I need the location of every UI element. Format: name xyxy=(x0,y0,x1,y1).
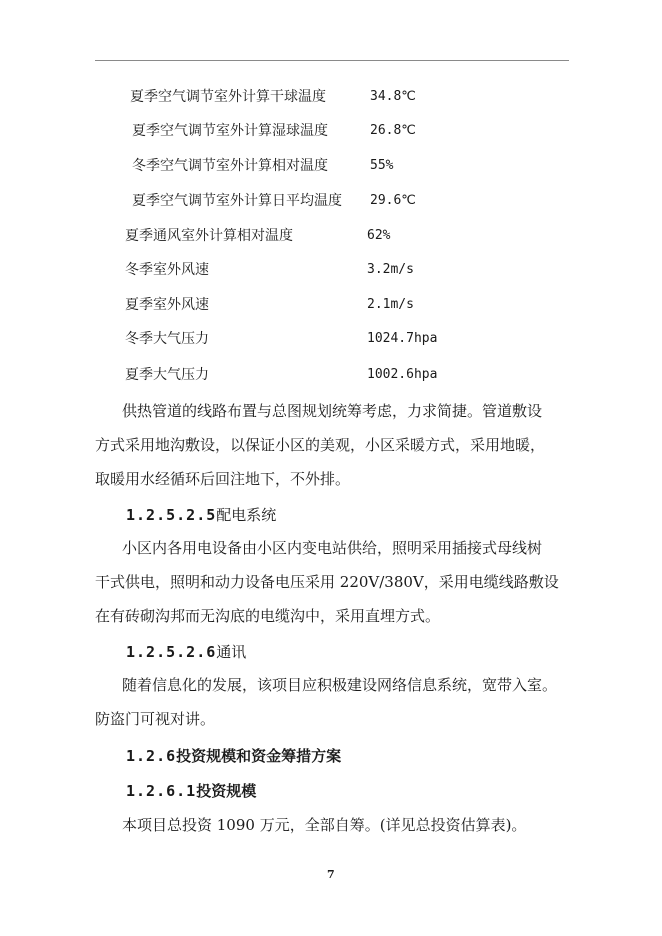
section-title: 投资规模和资金筹措方案 xyxy=(176,747,342,765)
paragraph-line: 取暖用水经循环后回注地下，不外排。 xyxy=(95,470,351,488)
paragraph-line: 小区内各用电设备由小区内变电站供给，照明采用插接式母线树 xyxy=(122,539,543,557)
scale-paragraph xyxy=(95,808,573,842)
page-number: 7 xyxy=(327,868,335,881)
param-value: 2.1m/s xyxy=(367,297,414,312)
param-value: 62% xyxy=(367,228,391,243)
section-title: 通讯 xyxy=(216,643,247,661)
param-value: 3.2m/s xyxy=(367,262,414,277)
param-value: 1002.6hpa xyxy=(367,367,438,382)
param-label: 夏季空气调节室外计算日平均温度 xyxy=(132,193,342,209)
param-label: 冬季空气调节室外计算相对温度 xyxy=(132,158,328,174)
section-heading-investment xyxy=(126,746,341,766)
comm-paragraph xyxy=(95,668,573,736)
param-label: 夏季室外风速 xyxy=(125,297,209,313)
heating-paragraph xyxy=(95,394,573,496)
param-value: 34.8℃ xyxy=(370,89,416,104)
paragraph-line: 方式采用地沟敷设，以保证小区的美观，小区采暖方式，采用地暖， xyxy=(95,436,546,454)
section-heading-comm xyxy=(126,642,246,662)
param-label: 夏季空气调节室外计算湿球温度 xyxy=(132,123,328,139)
paragraph-line: 防盗门可视对讲。 xyxy=(95,710,216,728)
paragraph-line: 干式供电，照明和动力设备电压采用 220V/380V，采用电缆线路敷设 xyxy=(95,573,559,591)
paragraph-line: 在有砖砌沟邦而无沟底的电缆沟中，采用直埋方式。 xyxy=(95,607,441,625)
param-label: 冬季室外风速 xyxy=(125,262,209,278)
param-label: 夏季空气调节室外计算干球温度 xyxy=(130,89,326,105)
power-paragraph xyxy=(95,531,573,633)
param-label: 冬季大气压力 xyxy=(125,331,209,347)
param-value: 29.6℃ xyxy=(370,193,416,208)
section-number: 1.2.5.2.5 xyxy=(126,506,217,524)
section-heading-scale xyxy=(126,781,256,801)
param-label: 夏季大气压力 xyxy=(125,367,209,383)
section-title: 投资规模 xyxy=(196,782,257,800)
param-value: 26.8℃ xyxy=(370,123,416,138)
param-label: 夏季通风室外计算相对温度 xyxy=(125,228,293,244)
section-number: 1.2.6 xyxy=(126,747,177,765)
section-heading-power xyxy=(126,505,276,525)
paragraph-line: 供热管道的线路布置与总图规划统筹考虑，力求简捷。管道敷设 xyxy=(122,402,543,420)
section-title: 配电系统 xyxy=(216,506,277,524)
param-value: 1024.7hpa xyxy=(367,331,438,346)
param-value: 55% xyxy=(370,158,394,173)
paragraph-line: 随着信息化的发展，该项目应积极建设网络信息系统，宽带入室。 xyxy=(122,676,558,694)
header-rule xyxy=(95,60,569,61)
paragraph-line: 本项目总投资 1090 万元，全部自筹。(详见总投资估算表)。 xyxy=(122,816,527,834)
section-number: 1.2.6.1 xyxy=(126,782,197,800)
section-number: 1.2.5.2.6 xyxy=(126,643,217,661)
